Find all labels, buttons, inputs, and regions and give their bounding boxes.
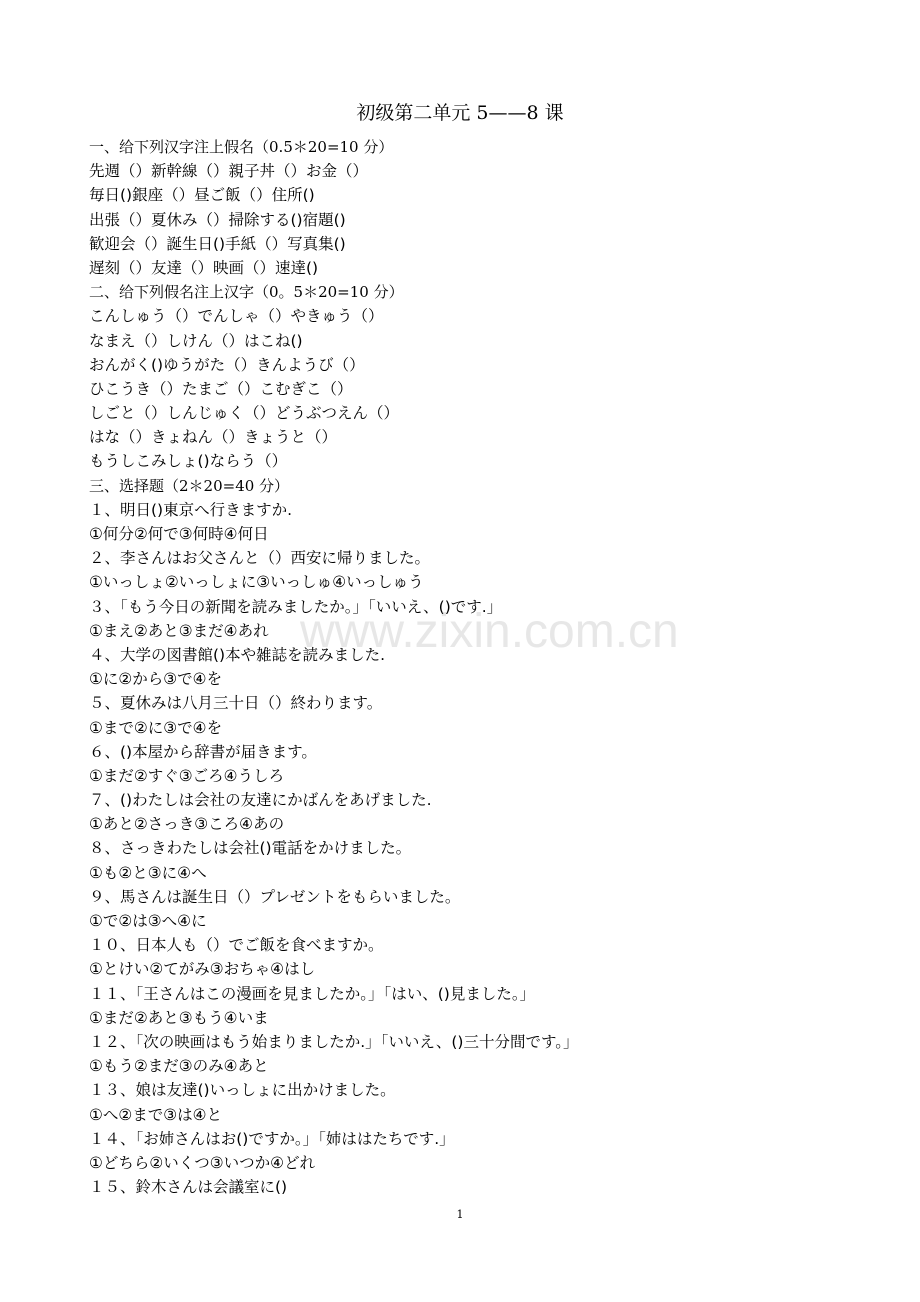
text-line: １３、娘は友達()いっしょに出かけました。 [89, 1081, 396, 1100]
text-line: ４、大学の図書館()本や雑誌を読みました. [89, 645, 386, 664]
text-line: ①で②は③へ④に [89, 912, 207, 930]
text-line: １０、日本人も（）でご飯を食べますか。 [89, 936, 384, 955]
section-heading: 三、选择题（2＊20=40 分） [89, 476, 290, 495]
text-line: ①も②と③に④へ [89, 863, 207, 882]
section-heading: 二、给下列假名注上汉字（0。5＊20=10 分） [89, 283, 404, 302]
text-line: ひこうき（）たまご（）こむぎこ（） [89, 379, 353, 398]
watermark: www.zixin.com.cn [300, 605, 679, 658]
text-line: ①何分②何で③何時④何日 [89, 525, 269, 543]
text-line: しごと（）しんじゅく（）どうぶつえん（） [89, 404, 400, 423]
text-line: 歓迎会（）誕生日()手紙（）写真集() [89, 234, 346, 253]
text-line: ①とけい②てがみ③おちゃ④はし [89, 960, 316, 979]
text-line: ３、「もう今日の新聞を読みましたか。」「いいえ、()です.」 [89, 597, 503, 616]
text-line: ６、()本屋から辞書が届きます。 [89, 742, 317, 761]
text-line: １１、「王さんはこの漫画を見ましたか。」「はい、()見ました。」 [89, 984, 536, 1003]
text-line: 先週（）新幹線（）親子丼（）お金（） [89, 162, 369, 181]
text-line: ２、李さんはお父さんと（）西安に帰りました。 [89, 549, 431, 568]
text-line: １、明日()東京へ行きますか. [89, 500, 293, 519]
text-line: ①へ②まで③は④と [89, 1105, 223, 1124]
text-line: ①まえ②あと③まだ④あれ [89, 621, 269, 640]
page-number: 1 [456, 1208, 464, 1221]
text-line: ①どちら②いくつ③いつか④どれ [89, 1153, 316, 1172]
text-line: ８、さっきわたしは会社()電話をかけました。 [89, 839, 412, 858]
text-line: ①もう②まだ③のみ④あと [89, 1057, 269, 1076]
text-line: １４、「お姉さんはお()ですか。」「姉ははたちです.」 [89, 1129, 455, 1148]
text-line: ９、馬さんは誕生日（）プレゼントをもらいました。 [89, 887, 461, 906]
text-line: １５、鈴木さんは会議室に() [89, 1178, 288, 1197]
text-line: １２、「次の映画はもう始まりましたか.」「いいえ、()三十分間です。」 [89, 1032, 579, 1051]
text-line: 毎日()銀座（）昼ご飯（）住所() [89, 186, 315, 205]
section-heading: 一、给下列汉字注上假名（0.5＊20=10 分） [89, 138, 394, 156]
text-line: 遅刻（）友達（）映画（）速達() [89, 258, 319, 277]
text-line: ①あと②さっき③ころ④あの [89, 815, 285, 834]
text-line: もうしこみしょ()ならう（） [89, 452, 288, 471]
text-line: ①まだ②あと③もう④いま [89, 1008, 269, 1027]
text-line: ①まで②に③で④を [89, 718, 223, 737]
text-line: ①まだ②すぐ③ごろ④うしろ [89, 766, 285, 785]
text-line: ①いっしょ②いっしょに③いっしゅ④いっしゅう [89, 573, 424, 592]
text-line: 出張（）夏休み（）掃除する()宿題() [89, 210, 346, 229]
document-title: 初级第二单元 5——8 课 [356, 102, 564, 124]
text-line: ①に②から③で④を [89, 670, 223, 689]
text-line: なまえ（）しけん（）はこね() [89, 331, 303, 350]
document-body [89, 135, 889, 1199]
text-line: ５、夏休みは八月三十日（）終わります。 [89, 694, 383, 713]
text-line: はな（）きょねん（）きょうと（） [89, 428, 338, 447]
text-line: おんがく()ゆうがた（）きんようび（） [89, 355, 365, 374]
text-line: ７、()わたしは会社の友達にかばんをあげました. [89, 791, 432, 810]
text-line: こんしゅう（）でんしゃ（）やきゅう（） [89, 307, 384, 326]
